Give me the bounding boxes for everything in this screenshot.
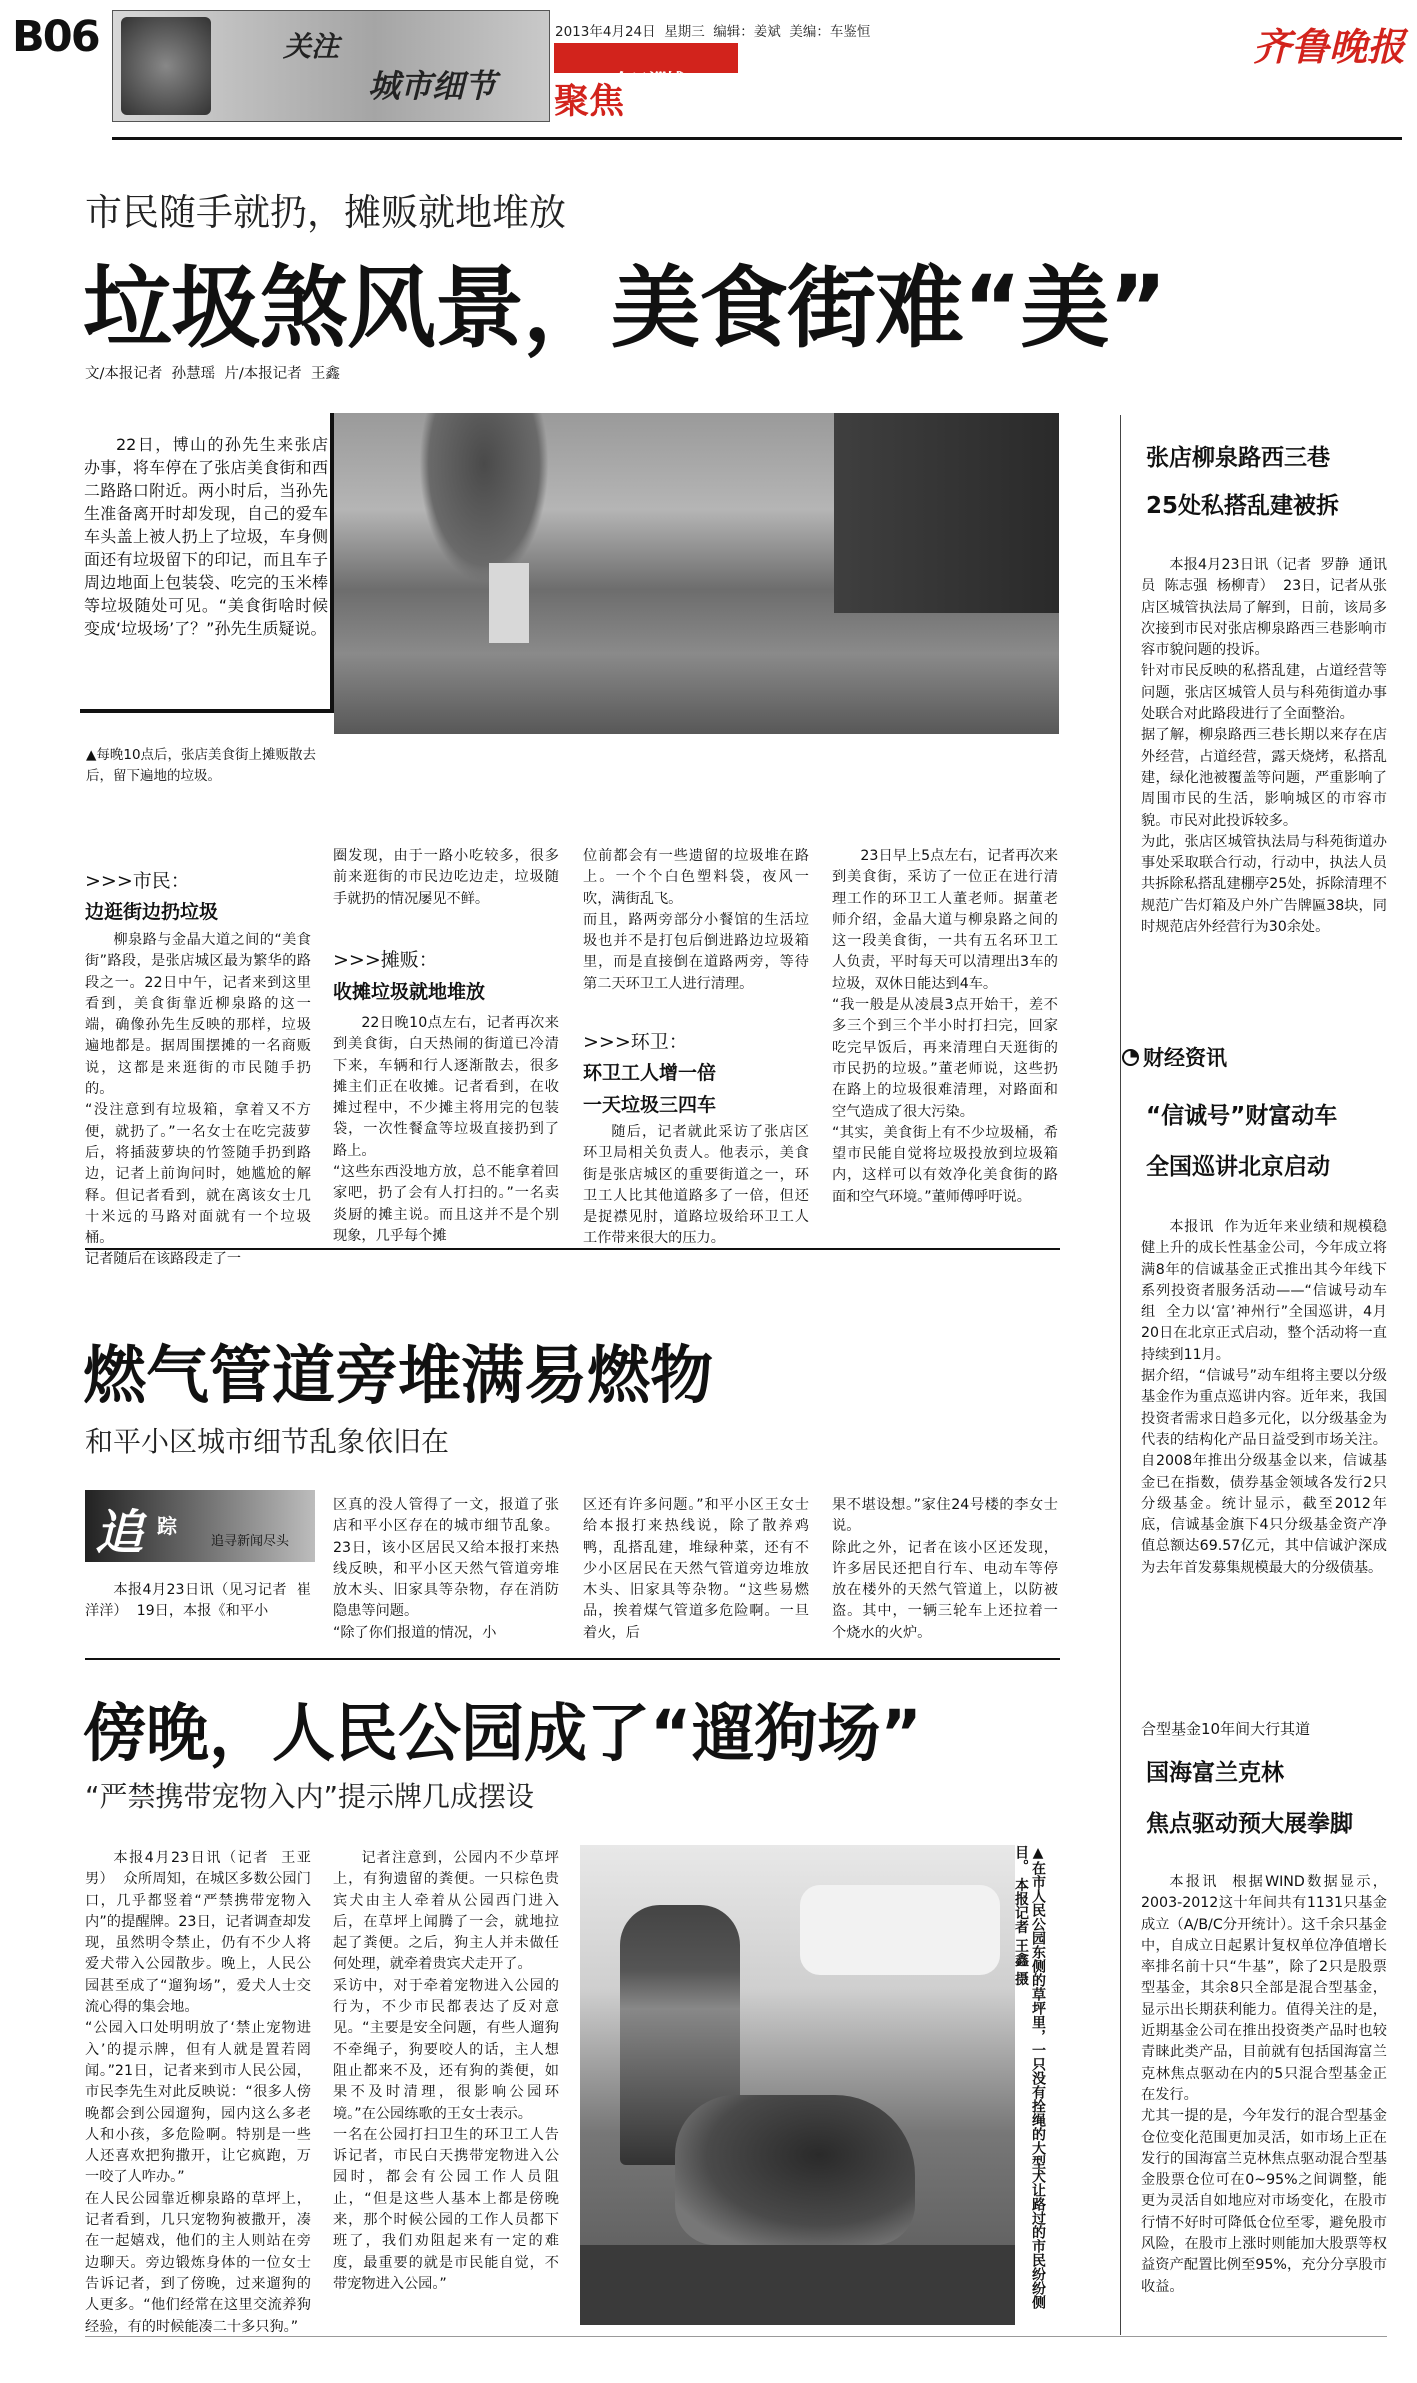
story3-col2-body: 记者注意到，公园内不少草坪上，有狗遗留的粪便。一只棕色贵宾犬由主人牵着从公园西门进入后，在草坪上闻腾了一会，就地拉起了粪便。之后，狗主人并未做任何处理，就牵着贵宾犬走开了。 采访中，对于牵着宠物进入公园的行为，不少市民都表达了反对意见。“主要是安全问题，有些人遛狗不牵绳子，狗要咬人的话，主人想阻止都来不及，还有狗的粪便，如果不及时清理，很影响公园环境。”在公园练歌的王女士表示。 一名在公园打扫卫生的环卫工人告诉记者，市民白天携带宠物进入公园时，都会有公园工作人员阻止，“但是这些人基本上都是傍晚来，那个时候公园的工作人员都下班了，我们劝阻起来有一定的难度，最重要的就是市民能自觉，不带宠物进入公园。” [333, 1850, 559, 2292]
story3-subhead: “严禁携带宠物入内”提示牌几成摆设 [85, 1780, 535, 1813]
story2-headline: 燃气管道旁堆满易燃物 [83, 1339, 713, 1412]
sidebar-item2-body: 本报讯 作为近年来业绩和规模稳健上升的成长性基金公司，今年成立将满8年的信诚基金正式推出其今年线下系列投资者服务活动——“信诚号动车组 全力以‘富’神州行”全国巡讲，4月20日在北京正式启动，整个活动将一直持续到11月。 据介绍，“信诚号”动车组将主要以分级基金作为重点巡讲内容。近年来，我国投资者需求日趋多元化，以分级基金为代表的结构化产品日益受到市场关注。自2008年推出分级基金以来，信诚基金已在指数，债券基金领域各发行2只分级基金。统计显示，截至2012年底，信诚基金旗下4只分级基金资产净值总额达69.57亿元，其中信诚沪深成为去年首发募集规模最大的分级债基。 [1141, 1219, 1387, 1576]
story2-col1-body: 本报4月23日讯（见习记者 崔洋洋） 19日，本报《和平小 [85, 1582, 311, 1620]
photo-lawn [580, 2245, 1015, 2325]
story1-col2-subhead: 收摊垃圾就地堆放 [333, 981, 486, 1003]
story1-col3-section: >>>环卫： [583, 1031, 688, 1053]
story1-col2-body-a: 圈发现，由于一路小吃较多，很多前来逛街的市民边吃边走，垃圾随手就扔的情况屡见不鲜。 [333, 848, 559, 907]
section-tag-label: 今日淄博 [612, 71, 685, 92]
page-number: B06 [12, 12, 99, 62]
photo-dog [675, 2095, 915, 2245]
story3-col1-body: 本报4月23日讯（记者 王亚男） 众所周知，在城区多数公园门口，几乎都竖着“严禁携带宠物入内”的提醒牌。23日，记者调查却发现，虽然明令禁止，仍有不少人将爱犬带入公园散步。晚上，人民公园甚至成了“遛狗场”，爱犬人士交流心得的集会地。 “公园入口处明明放了‘禁止宠物进入’的提示牌，但有人就是置若罔闻。”21日，记者来到市人民公园，市民李先生对此反映说：“很多人傍晚都会到公园遛狗，园内这么多老人和小孩，多危险啊。特别是一些人还喜欢把狗撒开，让它疯跑，万一咬了人咋办。” 在人民公园靠近柳泉路的草坪上，记者看到，几只宠物狗被撒开，凑在一起嬉戏，他们的主人则站在旁边聊天。旁边锻炼身体的一位女士告诉记者，到了傍晚，过来遛狗的人更多。“他们经常在这里交流养狗经验，有的时候能凑二十多只狗。” [85, 1850, 311, 2335]
story2-track-tag [85, 1490, 315, 1562]
story1-col2-body-b: 22日晚10点左右，记者再次来到美食街，白天热闹的街道已冷清下来，车辆和行人逐渐散去，很多摊主们正在收摊。记者看到，在收摊过程中，不少摊主将用完的包装袋，一次性餐盒等垃圾直接扔到了路上。 “这些东西没地方放，总不能拿着回家吧，扔了会有人打扫的。”一名卖炎厨的摊主说。而且这并不是个别现象，几乎每个摊 [333, 1015, 559, 1244]
section-tag [554, 43, 738, 92]
photo-storefront [834, 413, 1059, 613]
section-title: 聚焦 [554, 82, 625, 122]
story1-col1-section: >>>市民： [85, 870, 190, 892]
banner-photo [121, 17, 211, 115]
sidebar-item3-title2: 焦点驱动预大展拳脚 [1146, 1811, 1353, 1837]
story1-headline: 垃圾煞风景，美食街难“美” [83, 256, 1166, 360]
sidebar-item3-kicker: 合型基金10年间大行其道 [1141, 1720, 1311, 1738]
finance-pie-icon [1122, 1049, 1139, 1066]
story1-col2-section: >>>摊贩： [333, 949, 438, 971]
date-line: 2013年4月24日 星期三 编辑：姜斌 美编：车鉴恒 [555, 24, 871, 40]
sidebar-item1-body: 本报4月23日讯（记者 罗静 通讯员 陈志强 杨柳青） 23日，记者从张店区城管执法局了解到，日前，该局多次接到市民对张店柳泉路西三巷影响市容市貌问题的投诉。 针对市民反映的私搭乱建，占道经营等问题，张店区城管人员与科苑街道办事处联合对此路段进行了全面整治。 据了解，柳泉路西三巷长期以来存在店外经营，占道经营，露天烧烤，私搭乱建，绿化池被覆盖等问题，严重影响了周围市民的生活，影响城区的市容市貌。市民对此投诉较多。 为此，张店区城管执法局与科苑街道办事处采取联合行动，行动中，执法人员共拆除私搭乱建棚亭25处，拆除清理不规范广告灯箱及户外广告牌匾38块，同时规范店外经营行为30余处。 [1141, 557, 1387, 936]
sidebar-item3-title1: 国海富兰克林 [1146, 1760, 1284, 1786]
photo-sign-pole [489, 563, 529, 643]
story3-photo [580, 1845, 1015, 2325]
track-tag-big: 追 [95, 1505, 144, 1561]
page-bottom-rule [85, 2336, 1387, 2337]
story2-col4-body: 果不堪设想。”家住24号楼的李女士说。 除此之外，记者在该小区还发现，许多居民还把自行车、电动车等停放在楼外的天然气管道上，以防被盗。其中，一辆三轮车上还拉着一个烧水的火炉。 [832, 1497, 1058, 1641]
banner-line1: 关注 [283, 30, 340, 63]
story1-col3-body-a: 位前都会有一些遗留的垃圾堆在路上。一个个白色塑料袋，夜风一吹，满街乱飞。 而且，路两旁部分小餐馆的生活垃圾也并不是打包后倒进路边垃圾箱里，而是直接倒在道路两旁，等待第二天环卫工人进行清理。 [583, 848, 809, 992]
sidebar-item2-title2: 全国巡讲北京启动 [1146, 1154, 1330, 1180]
story1-col1-subhead: 边逛街边扔垃圾 [85, 901, 219, 923]
story3-headline: 傍晚，人民公园成了“遛狗场” [83, 1697, 922, 1770]
photo-tree [419, 413, 549, 583]
finance-header [1122, 1042, 1227, 1072]
section-banner [112, 10, 550, 122]
story1-col1-body: 柳泉路与金晶大道之间的“美食街”路段，是张店城区最为繁华的路段之一。22日中午，记者来到这里看到，美食街靠近柳泉路的这一端，确像孙先生反映的那样，垃圾遍地都是。据周围摆摊的一名商贩说，这都是来逛街的市民随手扔的。 “没注意到有垃圾箱，拿着又不方便，就扔了。”一名女士在吃完菠萝后，将插菠萝块的竹签随手扔到路边，记者上前询问时，她尴尬的解释。但记者看到，就在离该女士几十米远的马路对面就有一个垃圾桶。 记者随后在该路段走了一 [85, 932, 311, 1268]
story1-byline: 文/本报记者 孙慧瑶 片/本报记者 王鑫 [85, 366, 340, 382]
masthead-rule [112, 137, 1402, 140]
paper-name-logo: 齐鲁晚报 [1253, 24, 1406, 69]
finance-label: 财经资讯 [1143, 1046, 1227, 1070]
sidebar-item3-body: 本报讯 根据WIND数据显示，2003-2012这十年间共有1131只基金成立（A/B/C分开统计）。这千余只基金中，自成立日起累计复权单位净值增长率排名前十只“牛基”，除了2只是股票型基金，其余8只全部是混合型基金，显示出长期获利能力。值得关注的是，近期基金公司在推出投资类产品时也较青睐此类产品，目前就有包括国海富兰克林焦点驱动在内的5只混合型基金正在发行。 尤其一提的是，今年发行的混合型基金仓位变化范围更加灵活，如市场上正在发行的国海富兰克林焦点驱动混合型基金股票仓位可在0~95%之间调整，能更为灵活自如地应对市场变化，在股市行情不好时可降低仓位至零，避免股市风险，在股市上涨时则能加大股票等权益资产配置比例至95%，充分分享股市收益。 [1141, 1874, 1387, 2295]
sidebar-divider [1120, 415, 1121, 2335]
track-tag-small: 踪 [157, 1514, 177, 1538]
sidebar-item2-title1: “信诚号”财富动车 [1146, 1103, 1338, 1129]
sidebar-item1-title1: 张店柳泉路西三巷 [1146, 445, 1330, 471]
story1-col3-subhead2: 一天垃圾三四车 [583, 1094, 717, 1116]
story1-lead: 22日，博山的孙先生来张店办事，将车停在了张店美食街和西二路路口附近。两小时后，当孙先生准备离开时却发现，自己的爱车车头盖上被人扔上了垃圾，车身侧面还有垃圾留下的印记，而且车子周边地面上包装袋、吃完的玉米棒等垃圾随处可见。“美食街啥时候变成‘垃圾场’了？”孙先生质疑说。 [84, 435, 328, 638]
story1-col3-subhead1: 环卫工人增一倍 [583, 1062, 717, 1084]
story1-kicker: 市民随手就扔，摊贩就地堆放 [85, 191, 566, 234]
story2-col3-body: 区还有许多问题。”和平小区王女士给本报打来热线说，除了散养鸡鸭，乱搭乱建，堆绿种菜，还有不少小区居民在天然气管道旁边堆放木头、旧家具等杂物。“这些易燃品，挨着煤气管道多危险啊。一旦着火，后 [583, 1497, 809, 1641]
story1-col4-body: 23日早上5点左右，记者再次来到美食街，采访了一位正在进行清理工作的环卫工人董老师。据董老师介绍，金晶大道与柳泉路之间的这一段美食街，一共有五名环卫工人负责，平时每天可以清理出3车的垃圾，双休日能达到4车。 “我一般是从凌晨3点开始干，差不多三个到三个半小时打扫完，回家吃完早饭后，再来清理白天逛街的市民扔的垃圾。”董老师说，这些扔在路上的垃圾很难清理，对路面和空气造成了很大污染。 “其实，美食街上有不少垃圾桶，希望市民能自觉将垃圾投放到垃圾箱内，这样可以有效净化美食街的路面和空气环境。”董师傅呼吁说。 [832, 848, 1058, 1205]
story2-subhead: 和平小区城市细节乱象依旧在 [85, 1425, 450, 1458]
story1-photo-caption: ▲每晚10点后，张店美食街上摊贩散去后，留下遍地的垃圾。 [86, 747, 317, 784]
story3-photo-caption: ▲在市人民公园东侧的草坪里，一只没有拴绳的大型犬让路过的市民纷纷侧目。 本报记者 王鑫 摄 [1013, 1845, 1046, 2309]
photo-car [800, 1885, 1000, 1975]
story2-bottom-rule [85, 1658, 1060, 1660]
story1-bottom-rule [85, 1248, 1060, 1250]
story1-col3-body-b: 随后，记者就此采访了张店区环卫局相关负责人。他表示，美食街是张店城区的重要街道之一，环卫工人比其他道路多了一倍，但还是捉襟见肘，道路垃圾给环卫工人工作带来很大的压力。 [583, 1124, 809, 1247]
track-tag-right: 追寻新闻尽头 [211, 1534, 290, 1549]
story1-photo [334, 413, 1059, 734]
banner-line2: 城市细节 [368, 67, 497, 105]
story1-lead-box [80, 413, 334, 713]
story2-col2-body: 区真的没人管得了一文，报道了张店和平小区存在的城市细节乱象。23日，该小区居民又给本报打来热线反映，和平小区天然气管道旁堆放木头、旧家具等杂物，存在消防隐患等问题。 “除了你们报道的情况，小 [333, 1497, 559, 1641]
sidebar-item1-title2: 25处私搭乱建被拆 [1146, 493, 1340, 519]
